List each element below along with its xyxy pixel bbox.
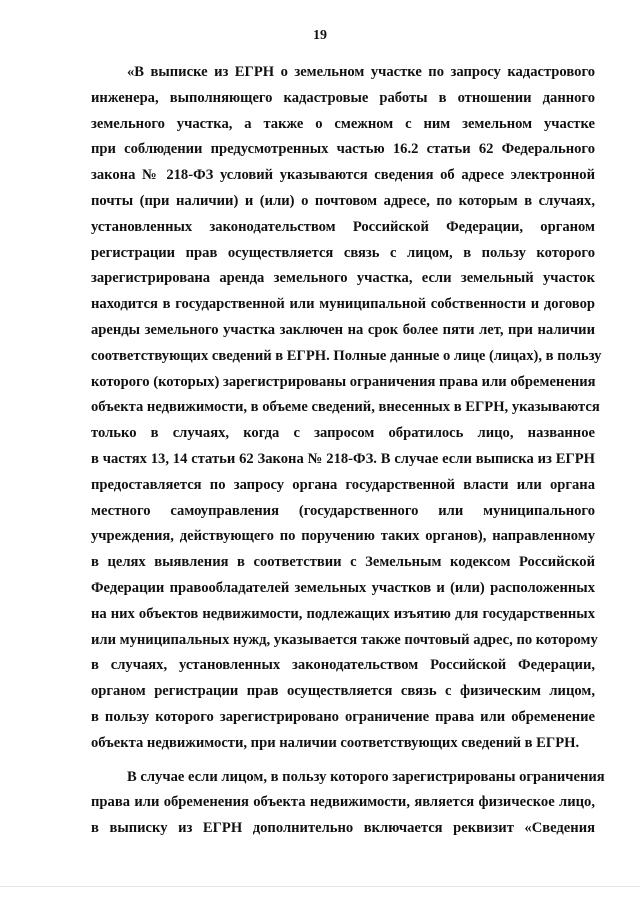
text-line: соответствующих сведений в ЕГРН. Полные данные о лице (лицах), в пользу: [91, 347, 602, 364]
text-line: земельного участка, а также о смежном с ним земельном участке: [91, 115, 595, 132]
text-line: органом регистрации прав осуществляется связь с физическим лицом,: [91, 683, 595, 700]
text-line: или муниципальных нужд, указывается также почтовый адрес, по которому: [91, 631, 598, 648]
text-line: в целях выявления в соответствии с Земельным кодексом Российской: [91, 554, 595, 571]
text-line: права или обременения объекта недвижимости, является физическое лицо,: [91, 794, 595, 811]
text-line: В случае если лицом, в пользу которого зарегистрированы ограничения: [127, 768, 605, 785]
text-line: в выписку из ЕГРН дополнительно включается реквизит «Сведения: [91, 820, 595, 837]
paragraph-2: [91, 765, 605, 842]
paragraph-1: [91, 60, 602, 757]
text-line: «В выписке из ЕГРН о земельном участке по запросу кадастрового: [127, 64, 595, 80]
text-line: находится в государственной или муниципальной собственности и договор: [91, 296, 595, 313]
text-line: предоставляется по запросу органа государственной власти или органа: [91, 476, 595, 493]
text-line: которого (которых) зарегистрированы ограничения права или обременения: [91, 373, 596, 390]
text-line: в случаях, установленных законодательством Российской Федерации,: [91, 657, 595, 674]
text-line: установленных законодательством Российской Федерации, органом: [91, 218, 595, 235]
text-line: аренды земельного участка заключен на срок более пяти лет, при наличии: [91, 321, 595, 338]
text-line: объекта недвижимости, при наличии соответствующих сведений в ЕГРН.: [91, 734, 580, 751]
text-line: объекта недвижимости, в объеме сведений, внесенных в ЕГРН, указываются: [91, 399, 600, 416]
paragraph-spacer: [91, 757, 595, 765]
scan-edge: [0, 886, 640, 887]
text-line: регистрации прав осуществляется связь с лицом, в пользу которого: [91, 244, 595, 261]
page-number: 19: [313, 28, 327, 43]
document-body: [91, 60, 605, 842]
text-line: инженера, выполняющего кадастровые работы в отношении данного: [91, 89, 595, 106]
text-line: учреждения, действующего по поручению таких органов), направленному: [91, 528, 595, 545]
text-line: почты (при наличии) и (или) о почтовом адресе, по которым в случаях,: [91, 192, 595, 209]
text-line: закона № 218-ФЗ условий указываются сведения об адресе электронной: [91, 167, 595, 184]
text-line: только в случаях, когда с запросом обратилось лицо, названное: [91, 425, 595, 442]
text-line: зарегистрирована аренда земельного участка, если земельный участок: [91, 270, 595, 287]
text-line: при соблюдении предусмотренных частью 16.2 статьи 62 Федерального: [91, 141, 595, 158]
text-line: на них объектов недвижимости, подлежащих изъятию для государственных: [91, 605, 595, 622]
text-line: местного самоуправления (государственного или муниципального: [91, 502, 595, 519]
text-line: Федерации правообладателей земельных участков и (или) расположенных: [91, 579, 595, 596]
text-line: в частях 13, 14 статьи 62 Закона № 218-ФЗ. В случае если выписка из ЕГРН: [91, 450, 595, 467]
text-line: в пользу которого зарегистрировано ограничение права или обременение: [91, 708, 595, 725]
